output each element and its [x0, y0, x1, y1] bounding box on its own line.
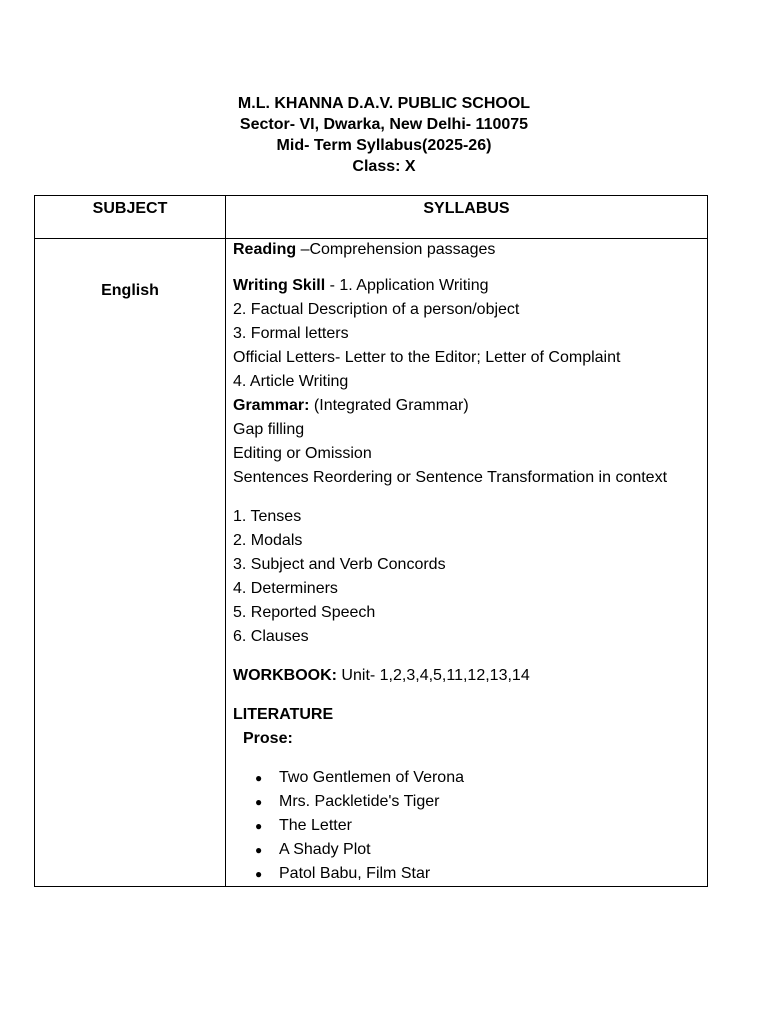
grammar-label: Grammar:: [233, 397, 310, 414]
reading-label: Reading: [233, 241, 297, 258]
list-item: 1. Tenses: [233, 508, 302, 525]
school-address: Sector- VI, Dwarka, New Delhi- 110075: [239, 116, 529, 133]
list-item: 3. Subject and Verb Concords: [233, 556, 446, 573]
subject-cell: [35, 239, 226, 887]
grammar-text: (Integrated Grammar): [309, 397, 469, 414]
list-item: 2. Factual Description of a person/object: [233, 301, 520, 318]
writing-line: [233, 274, 699, 298]
list-item: ● Mrs. Packletide's Tiger: [255, 790, 699, 814]
syllabus-cell: [226, 239, 708, 887]
workbook-label: WORKBOOK:: [233, 667, 337, 684]
table-row: [35, 239, 708, 887]
table-header-row: [35, 196, 708, 239]
bullet-icon: ●: [255, 843, 263, 857]
prose-heading: Prose:: [243, 730, 293, 747]
list-item: Gap filling: [233, 421, 305, 438]
exam-title: Mid- Term Syllabus(2025-26): [276, 137, 492, 154]
list-item: 3. Formal letters: [233, 325, 349, 342]
syllabus-table: [34, 195, 708, 887]
list-item: ● A Shady Plot: [255, 838, 699, 862]
prose-list: [233, 766, 699, 886]
list-item: 4. Determiners: [233, 580, 338, 597]
bullet-icon: ●: [255, 867, 263, 881]
reading-text: –Comprehension passages: [296, 241, 496, 258]
bullet-icon: ●: [255, 795, 263, 809]
list-item: Sentences Reordering or Sentence Transformation in context: [233, 469, 668, 486]
list-item: ● The Letter: [255, 814, 699, 838]
list-item: ● Two Gentlemen of Verona: [255, 766, 699, 790]
document-header: [0, 93, 768, 177]
subject-name: English: [101, 282, 159, 299]
reading-line: [233, 238, 699, 262]
subject-column-header: SUBJECT: [35, 196, 226, 239]
grammar-line: [233, 394, 699, 418]
syllabus-column-header: SYLLABUS: [226, 196, 708, 239]
writing-text: - 1. Application Writing: [325, 277, 489, 294]
list-item: 4. Article Writing: [233, 373, 349, 390]
list-item: Official Letters- Letter to the Editor; Letter of Complaint: [233, 349, 621, 366]
list-item: ● Patol Babu, Film Star: [255, 862, 699, 886]
school-name: M.L. KHANNA D.A.V. PUBLIC SCHOOL: [237, 95, 531, 112]
bullet-icon: ●: [255, 819, 263, 833]
bullet-icon: ●: [255, 771, 263, 785]
workbook-text: Unit- 1,2,3,4,5,11,12,13,14: [336, 667, 530, 684]
literature-heading: LITERATURE: [233, 706, 334, 723]
list-item: Editing or Omission: [233, 445, 372, 462]
writing-label: Writing Skill: [233, 277, 326, 294]
class-label: Class: X: [352, 158, 416, 175]
list-item: 6. Clauses: [233, 628, 309, 645]
list-item: 5. Reported Speech: [233, 604, 376, 621]
workbook-line: [233, 664, 699, 688]
list-item: 2. Modals: [233, 532, 303, 549]
